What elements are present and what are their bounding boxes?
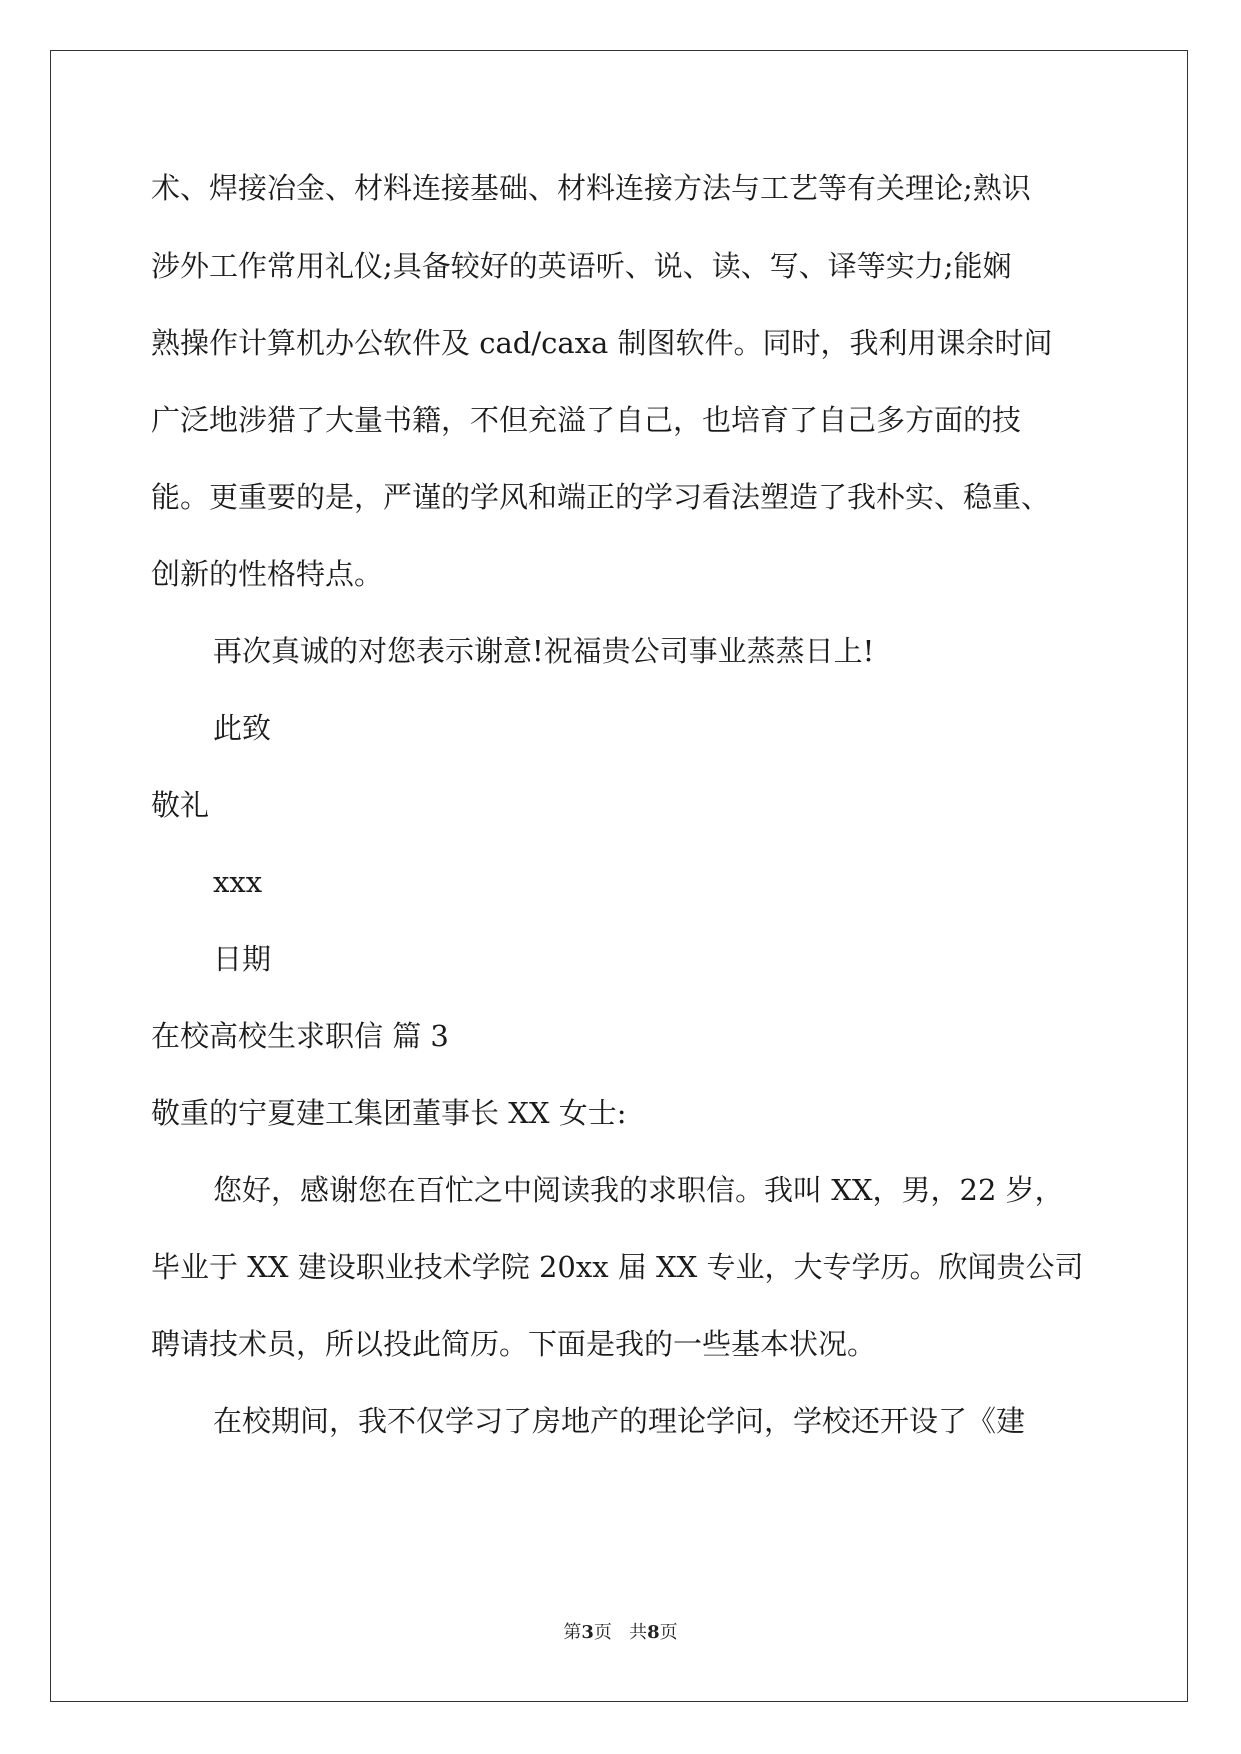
- salutation-jingli: 敬礼: [151, 788, 210, 822]
- body-line: 毕业于 XX 建设职业技术学院 20xx 届 XX 专业，大专学历。欣闻贵公司: [151, 1250, 1084, 1284]
- body-line: 您好，感谢您在百忙之中阅读我的求职信。我叫 XX，男，22 岁，: [213, 1173, 1064, 1207]
- letter-greeting: 敬重的宁夏建工集团董事长 XX 女士:: [151, 1096, 627, 1130]
- body-line: 涉外工作常用礼仪;具备较好的英语听、说、读、写、译等实力;能娴: [151, 249, 1012, 283]
- page-footer: [0, 1618, 1241, 1644]
- total-unit: 页: [659, 1622, 678, 1643]
- page-total: 8: [647, 1622, 660, 1643]
- date-label: 日期: [213, 942, 272, 976]
- page-unit: 页: [593, 1622, 612, 1643]
- body-line: 聘请技术员，所以投此简历。下面是我的一些基本状况。: [151, 1327, 877, 1361]
- body-line: 在校期间，我不仅学习了房地产的理论学问，学校还开设了《建: [213, 1404, 1026, 1438]
- body-line: 能。更重要的是，严谨的学风和端正的学习看法塑造了我朴实、稳重、: [151, 480, 1051, 514]
- closing-wish: 再次真诚的对您表示谢意!祝福贵公司事业蒸蒸日上!: [213, 634, 875, 668]
- salutation-cizhi: 此致: [213, 711, 272, 745]
- body-line: 术、焊接冶金、材料连接基础、材料连接方法与工艺等有关理论;熟识: [151, 171, 1031, 205]
- page-prefix: 第: [563, 1622, 582, 1643]
- body-line: 广泛地涉猎了大量书籍，不但充溢了自己，也培育了自己多方面的技: [151, 403, 1022, 437]
- body-line: 熟操作计算机办公软件及 cad/caxa 制图软件。同时，我利用课余时间: [151, 326, 1053, 360]
- page-current: 3: [581, 1622, 594, 1643]
- section-heading: 在校高校生求职信 篇 3: [151, 1019, 449, 1053]
- signature: xxx: [213, 865, 263, 899]
- total-prefix: 共: [629, 1622, 648, 1643]
- body-line: 创新的性格特点。: [151, 557, 384, 591]
